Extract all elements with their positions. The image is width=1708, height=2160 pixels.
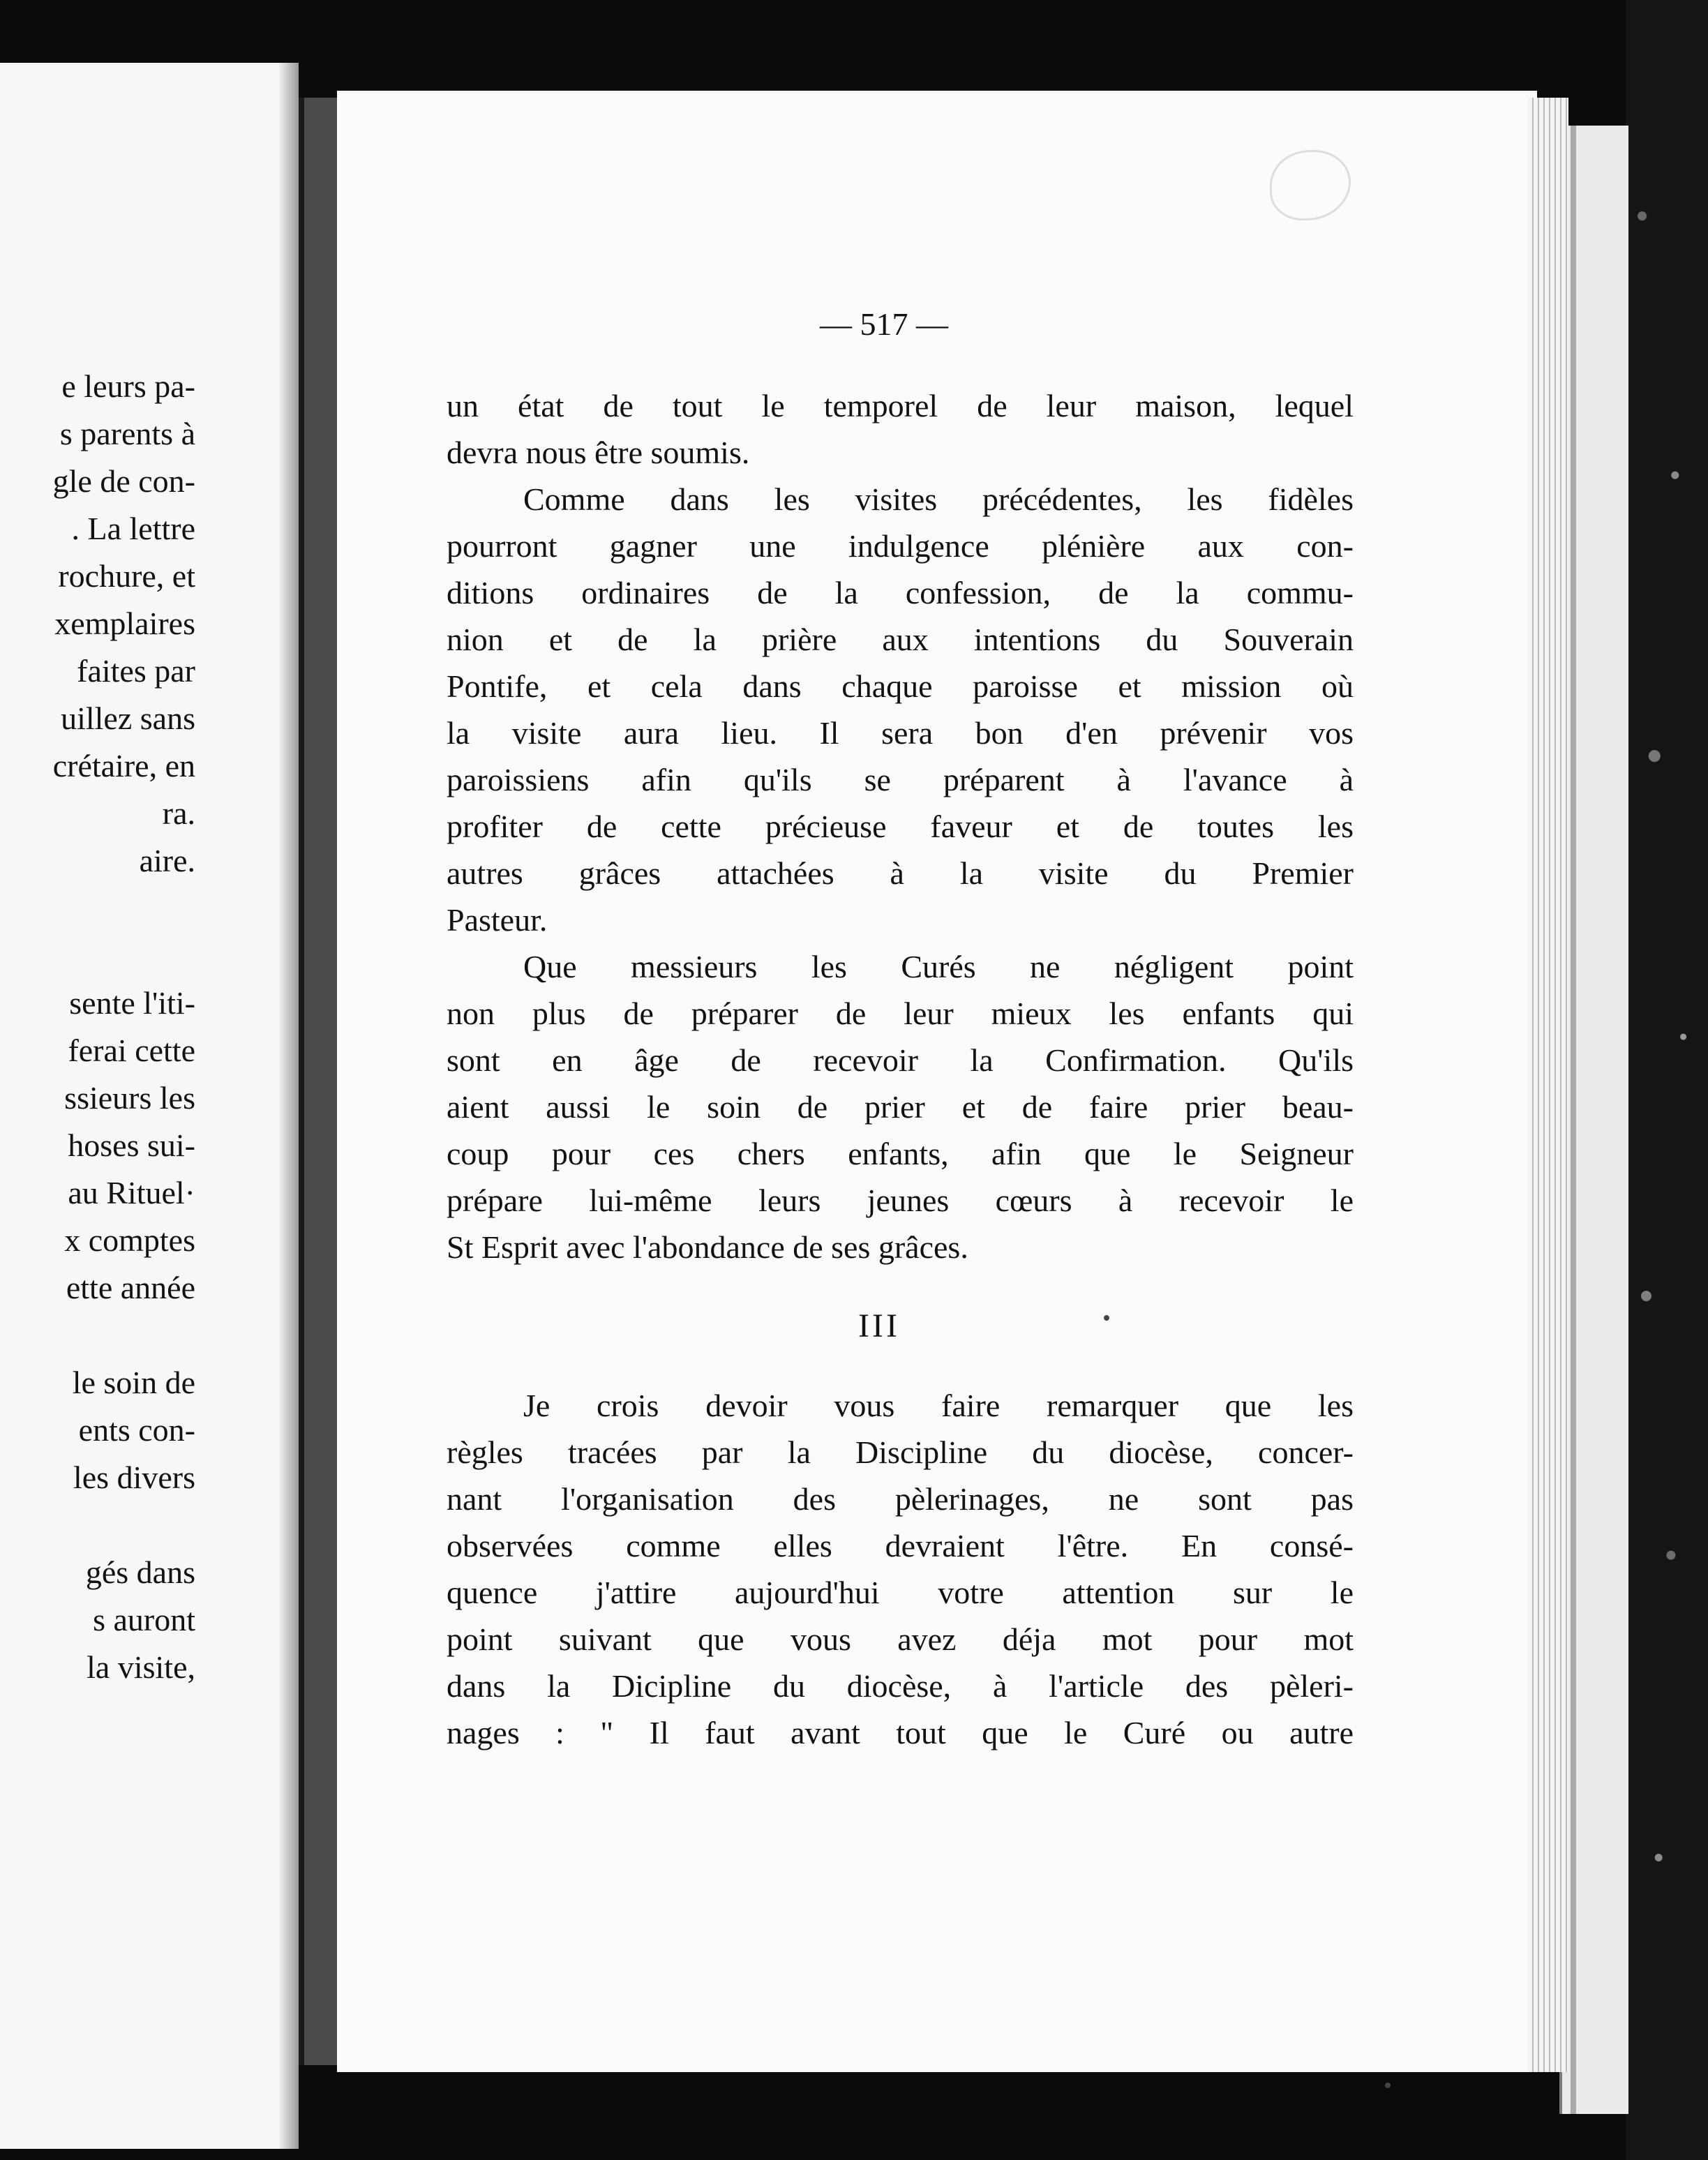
text-line: nages : " Il faut avant tout que le Curé ou autre (447, 1715, 1354, 1750)
text-line: la visite aura lieu. Il sera bon d'en prévenir vos (447, 715, 1354, 751)
left-text-line: rochure, et (58, 558, 195, 594)
text-line: observées comme elles devraient l'être. En consé- (447, 1528, 1354, 1563)
left-text-line: xemplaires (54, 606, 195, 641)
left-text-line: ents con- (78, 1412, 195, 1448)
left-text-line: aire. (139, 843, 195, 878)
ink-speck (1104, 1315, 1109, 1321)
text-line: nant l'organisation des pèlerinages, ne sont pas (447, 1481, 1354, 1517)
page-edges (1528, 98, 1568, 2072)
left-text-line: ferai cette (68, 1033, 195, 1068)
text-line: Je crois devoir vous faire remarquer que les (523, 1388, 1354, 1423)
text-line: paroissiens afin qu'ils se préparent à l'avance à (447, 762, 1354, 797)
left-text-line: . La lettre (71, 511, 195, 546)
page-number: — 517 — (820, 306, 948, 342)
text-line: devra nous être soumis. (447, 435, 750, 470)
text-line: dans la Dicipline du diocèse, à l'article des pèleri- (447, 1668, 1354, 1704)
paragraph-gap (0, 885, 195, 932)
left-text-line: ssieurs les (64, 1080, 195, 1116)
left-page-text (0, 363, 195, 1691)
paragraph-gap (0, 1501, 195, 1549)
left-text-line: gés dans (85, 1554, 195, 1590)
left-text-line: s parents à (59, 416, 195, 451)
text-line: règles tracées par la Discipline du diocèse, concer- (447, 1434, 1354, 1470)
text-line: sont en âge de recevoir la Confirmation. Qu'ils (447, 1042, 1354, 1078)
left-text-line: sente l'iti- (69, 985, 195, 1021)
text-line: nion et de la prière aux intentions du Souverain (447, 622, 1354, 657)
text-line: autres grâces attachées à la visite du Premier (447, 855, 1354, 891)
text-line: point suivant que vous avez déja mot pour mot (447, 1621, 1354, 1657)
text-line: ditions ordinaires de la confession, de la commu- (447, 575, 1354, 610)
left-text-line: le soin de (72, 1365, 195, 1400)
book-back-cover (1559, 126, 1628, 2114)
text-line: Comme dans les visites précédentes, les fidèles (523, 481, 1354, 517)
text-line: coup pour ces chers enfants, afin que le Seigneur (447, 1136, 1354, 1171)
text-line: profiter de cette précieuse faveur et de toutes les (447, 809, 1354, 844)
text-line: Pontife, et cela dans chaque paroisse et mission où (447, 668, 1354, 704)
left-text-line: gle de con- (52, 463, 195, 499)
left-text-line: s auront (93, 1602, 195, 1637)
text-line: St Esprit avec l'abondance de ses grâces. (447, 1229, 968, 1265)
text-line: Que messieurs les Curés ne négligent point (523, 949, 1354, 984)
left-text-line: faites par (77, 653, 195, 689)
text-line: pourront gagner une indulgence plénière aux con- (447, 528, 1354, 564)
background-surface (1626, 0, 1708, 2160)
text-line: non plus de préparer de leur mieux les enfants qui (447, 996, 1354, 1031)
left-text-line: hoses sui- (68, 1127, 195, 1163)
left-text-line: au Rituel· (68, 1175, 195, 1210)
text-line: un état de tout le temporel de leur maison, lequel (447, 388, 1354, 423)
section-heading: III (858, 1307, 900, 1344)
ink-speck (1385, 2083, 1391, 2088)
left-text-line: ra. (162, 795, 195, 831)
left-text-line: les divers (73, 1460, 195, 1495)
cover-shadow (1571, 126, 1576, 2114)
paragraphs-after-heading (447, 1382, 1354, 1756)
left-text-line: uillez sans (61, 700, 195, 736)
left-text-line: ette année (66, 1270, 195, 1305)
text-line: aient aussi le soin de prier et de faire prier beau- (447, 1089, 1354, 1125)
left-text-line: crétaire, en (52, 748, 195, 783)
paragraphs-before-heading (447, 382, 1354, 1270)
book-spine (299, 98, 343, 2065)
text-line: quence j'attire aujourd'hui votre attention sur le (447, 1575, 1354, 1610)
left-page-gutter-shadow (279, 63, 299, 2149)
right-page-body (447, 382, 1354, 1756)
paragraph-gap (0, 932, 195, 980)
left-text-line: la visite, (87, 1649, 195, 1685)
left-text-line: x comptes (64, 1222, 195, 1258)
paragraph-gap (0, 1312, 195, 1359)
text-line: Pasteur. (447, 902, 548, 938)
left-text-line: e leurs pa- (61, 368, 195, 404)
text-line: prépare lui-même leurs jeunes cœurs à recevoir le (447, 1183, 1354, 1218)
